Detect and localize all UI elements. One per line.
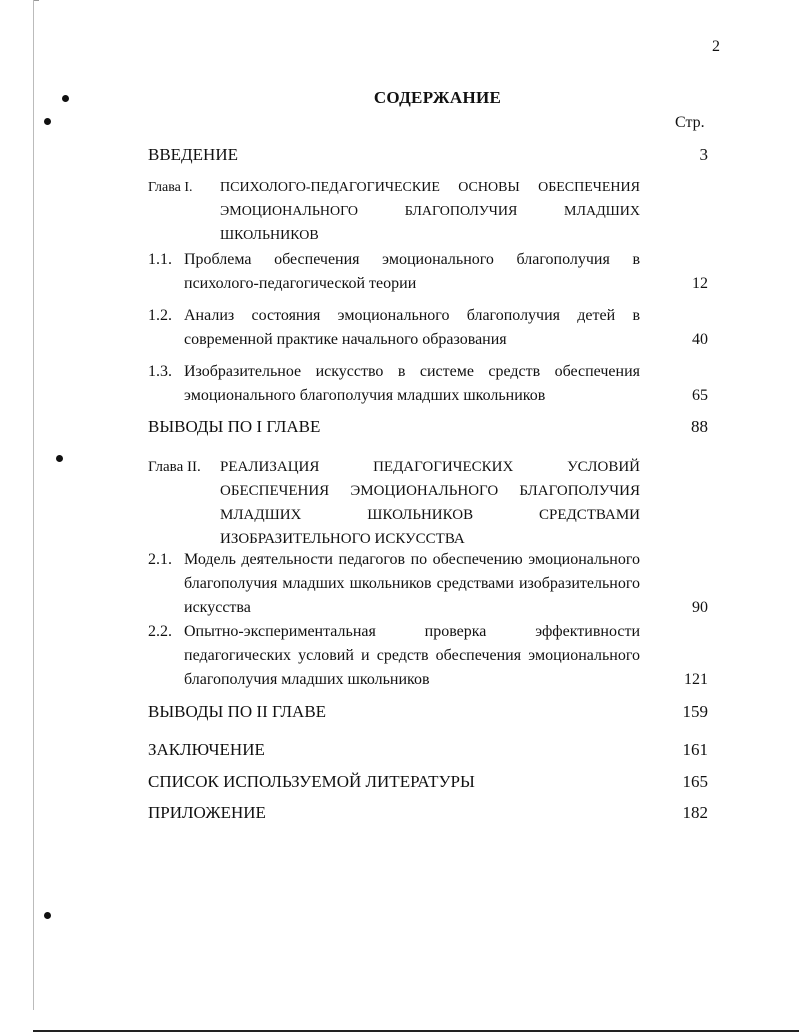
chapter-title: РЕАЛИЗАЦИЯ ПЕДАГОГИЧЕСКИХ УСЛОВИЙ ОБЕСПЕЧЕНИЯ ЭМОЦИОНАЛЬНОГО БЛАГОПОЛУЧИЯ МЛАДШИХ ШКОЛЬНИКОВ СРЕДСТВАМИ ИЗОБРАЗИТЕЛЬНОГО ИСКУССТВА (220, 459, 640, 547)
toc-entry-conclusion (148, 738, 708, 762)
toc-label: ВЫВОДЫ ПО II ГЛАВЕ (148, 702, 327, 721)
toc-entry-bibliography (148, 770, 708, 794)
toc-label: ВВЕДЕНИЕ (148, 145, 238, 164)
page-title: СОДЕРЖАНИЕ (373, 88, 502, 107)
chapter-label: Глава I. (148, 180, 193, 195)
binder-hole-mark (44, 118, 51, 125)
toc-page: 88 (691, 417, 708, 436)
toc-page: 121 (684, 671, 708, 688)
scan-margin-line (33, 0, 34, 1010)
scan-bottom-edge (33, 1030, 799, 1032)
toc-label: ПРИЛОЖЕНИЕ (148, 803, 266, 822)
toc-section-2-2 (148, 620, 708, 692)
section-title: Модель деятельности педагогов по обеспечению эмоционального благополучия младших школьников средствами изобразительного искусства (184, 551, 640, 616)
toc-page: 65 (692, 387, 708, 404)
chapter-label: Глава II. (148, 459, 201, 475)
toc-label: ЗАКЛЮЧЕНИЕ (148, 740, 265, 759)
toc-entry-appendix (148, 801, 708, 825)
toc-page: 90 (692, 599, 708, 616)
toc-page: 159 (682, 702, 708, 721)
toc-page: 40 (692, 331, 708, 348)
section-title: Проблема обеспечения эмоционального благополучия в психолого-педагогической теории (184, 251, 640, 292)
section-number: 1.3. (148, 363, 172, 380)
section-title: Изобразительное искусство в системе средств обеспечения эмоционального благополучия младших школьников (184, 363, 640, 404)
binder-hole-mark (56, 455, 63, 462)
toc-entry-conclusions-2 (148, 700, 708, 724)
toc-section-1-1 (148, 248, 708, 296)
page-number: 2 (712, 38, 720, 55)
toc-chapter-2 (148, 455, 640, 551)
toc-section-1-3 (148, 360, 708, 408)
toc-label: СПИСОК ИСПОЛЬЗУЕМОЙ ЛИТЕРАТУРЫ (148, 772, 475, 791)
toc-chapter-1 (148, 176, 640, 248)
toc-page: 182 (682, 803, 708, 822)
section-title: Анализ состояния эмоционального благополучия детей в современной практике начального образования (184, 307, 640, 348)
chapter-title: ПСИХОЛОГО-ПЕДАГОГИЧЕСКИЕ ОСНОВЫ ОБЕСПЕЧЕНИЯ ЭМОЦИОНАЛЬНОГО БЛАГОПОЛУЧИЯ МЛАДШИХ ШКОЛЬНИКОВ (220, 180, 640, 243)
toc-section-2-1 (148, 548, 708, 620)
section-number: 2.2. (148, 623, 172, 640)
binder-hole-mark (44, 912, 51, 919)
toc-page: 12 (692, 275, 708, 292)
toc-page: 3 (699, 145, 708, 164)
toc-section-1-2 (148, 304, 708, 352)
toc-page: 165 (682, 772, 708, 791)
toc-label: ВЫВОДЫ ПО I ГЛАВЕ (148, 417, 321, 436)
section-number: 1.2. (148, 307, 172, 324)
page-column-header: Стр. (675, 114, 705, 131)
toc-entry-conclusions-1 (148, 415, 708, 439)
section-title: Опытно-экспериментальная проверка эффективности педагогических условий и средств обеспечения эмоционального благополучия младших школьников (184, 623, 640, 688)
toc-page: 161 (682, 740, 708, 759)
section-number: 2.1. (148, 551, 172, 568)
section-number: 1.1. (148, 251, 172, 268)
toc-entry-intro (148, 143, 708, 167)
